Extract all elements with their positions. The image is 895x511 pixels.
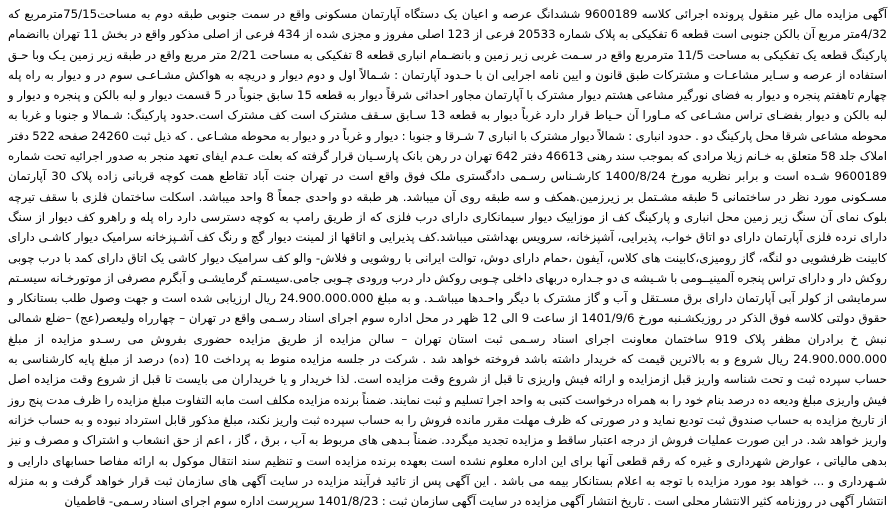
auction-notice-text: آگهی مزایده مال غیر منقول پرونده اجرائی کلاسه 9600189 ششدانگ عرصه و اعیان یک دستگاه آپارتمان مسکونی واقع در سمت جنوبی طبقه دوم به مساحت75/15مترمربع که 4/32متر مربع آن بالکن جنوبی است قطعه 6 تفکیکی به پلاک شماره 20533 فرعی از 123 اصلی مفروز و مجزی شده از 434 فرعی از اصلی مذکور واقع در بخش 11 تهران باانضمام پارکینگ قطعه یک تفکیکی به مساحت 11/5 مترمربع واقع در سـمت غربی زیر زمین و بانضـمام انباری قطعه 8 تفکیکی به مساحت 2/21 متر مربع واقع در طبقه زیر زمین یـک وبا حـق استفاده از عرصه و سـایر مشاعـات و مشترکات طبق قانون و ایین نامه اجرایی ان با حـدود آپارتمان : شـمالاً اول و دوم دیوار و دریچه به هواکش مشـاعـی سوم در و دیوار به راه پله چهارم تاهفتم پنجره و دیوار به فضای نورگیر مشاعی هشتم دیوار مشترک با آپارتمان مجاور احداثی شرقاً دیوار به قطعه 15 سابق جنوباً در 5 قسمت دیوار و لبه بالکن و پنجره و دیوار و لبه بالکن و دیوار بفضـای تراس مشـاعی که مـاورا آن حـیاط قرار دارد غرباً دیوار به قطعه 13 سـابق سـقف مشترک است کف مشترک است.حدود پارکینگ: شـمالا و جنوبا و غربا به محوطه مشاعی شرقا محل پارکینگ دو . حدود انباری : شمالاً دیوار مشترک با انباری 7 شـرقا و جنوبا : دیوار و غرباً در و دیوار به محوطه مشـاعی . که ذیل ثبت 24260 صفحه 522 دفتر املاک جلد 58 متعلق به خـانم زیلا مرادی که بموجب سند رهنی 46613 دفتر 642 تهران در رهن بانک پارسـیان قرار گرفته که بعلت عـدم ایفای تعهد منجر به صدور اجرائیه تحت شماره 9600189 شـده است و برابر نظریه مورخ 1400/8/24 کارشـناس رسـمی دادگستری ملک فوق واقع است در تهران جنت آباد تقاطع همت کوچه قربانی زاده پلاک 30 آپارتمان مسـکونی مورد نظر در ساختمانی 5 طبقه مشـتمل بر زیرزمین.همکف و سه طبقه روی آن میباشد. هر طبقه دو واحدی جمعاً 8 واحد میباشد. اسکلت ساختمان فلزی با سقف تیرچه بلوک نمای آن سنگ زیر زمین محل انباری و پارکینگ کف از موزاییک دیوار سیمانکاری دارای درب فلزی که از طریق رامپ به کوچه دسترسی دارد راه پله و راهرو کف دیوار از سنگ دارای نرده فلزی آپارتمان دارای دو اتاق خواب، پذیرایی، آشپزخانه، سرویس بهداشتی میباشد.کف پذیرایی و اتاقها از لمینت دیوار گچ و رنگ کف آشـپزخانه سرامیک دیوار کاشـی دارای کابینت ظرفشویی دو لنگه، گاز رومیزی،کابینت های کلاس، آیفون ،حمام دارای دوش، توالت ایرانی با روشویی و فلاش- والو کف سرامیک دیوار کاشی یک اتاق دارای کمد با درب چوبی روکش دار و دارای تراس پنجره آلمینیــومی با شـیشه ی دو جـداره دربهای داخلی چـوبی روکش دار درب ورودی چـوبی جامی.سیسـتم گرمایشـی و آبگرم مصرفی از موتورخـانه سیسـتم سرمایشی از کولر آبی آپارتمان دارای برق مسـتقل و آب و گاز مشترک با دیگر واحـدها میباشـد. و به مبلغ 24.900.000.000 ریال ارزیابی شده است و جهت وصول طلب بستانکار و حقوق دولتی کلاسه فوق الذکر در روزیکشـنبه مورخ 1401/9/6 از ساعت 9 الی 12 ظهر در محل اداره سوم اجرای اسناد رسـمی واقع در تهران – چهارراه ولیعصر(عج) –ضلع شمالی نبش خ برادران مظفر پلاک 919 ساختمان معاونت اجرای اسناد رسـمی ثبت استان تهران – سالن مزایده از طریق مزایده حضوری بفروش می رسـدو مزایده از مبلغ 24.900.000.000 ریال شروع و به بالاترین قیمت که خریدار داشته باشد فروخته خواهد شد . شرکت در جلسه مزایده منوط به پرداخت 10 (ده) درصد از مبلغ پایه کارشناسی به حساب سپرده ثبت و تحت شناسه واریز قبل ازمزایده و ارائه فیش واریزی تا قبل از شروع وقت مزایده است. لذا خریدار و یا خریداران می بایست تا قبل از شروع وقت مزایده اصل فیش واریزی مبلغ ودیعه ده درصد بنام خود را به همراه درخواست کتبی به واحد اجرا تسلیم و ثبت نمایند. ضمناً برنده مزایده مکلف است مابه التفاوت مبلغ مزایده را ظرف مدت پنج روز از تاریخ مزایده به حساب صندوق ثبت تودیع نماید و در صورتی که ظرف مهلت مقرر مانده فروش را به حساب سپرده ثبت واریز نکند، مبلغ مذکور قابل استرداد نبوده و به حساب خزانه واریز خواهد شد. در این صورت عملیات فروش از درجه اعتبار ساقط و مزایده تجدید میگردد. ضمناً بـدهی های مربوط به آب ، برق ، گاز ، اعم از حق انشعاب و اشتراک و مصرف و نیز بدهی مالیاتی ، عوارض شهرداری و غیره که رقم قطعی آنها برای این اداره معلوم نشده است بعهده برنده مزایده است و تنظیم سند انتقال موکول به ارائه مفاصا حسابهای دارایی و شـهرداری و ... خواهد بود مورد مزایده با توجه به اعلام بستانکار بیمه می باشد . این آگهی پس از تائید فرآیند مزایده در سایت آگهی های سازمان ثبت قرار خواهد گرفت و به منزله انتشار آگهی در روزنامه کثیر الانتشار محلی است . تاریخ انتشار آگهی مزایده در سایت آگهی سازمان ثبت : 1401/8/23 سرپرست اداره سوم اجرای اسناد رسـمی- قاطمیان [8,7,888,509]
